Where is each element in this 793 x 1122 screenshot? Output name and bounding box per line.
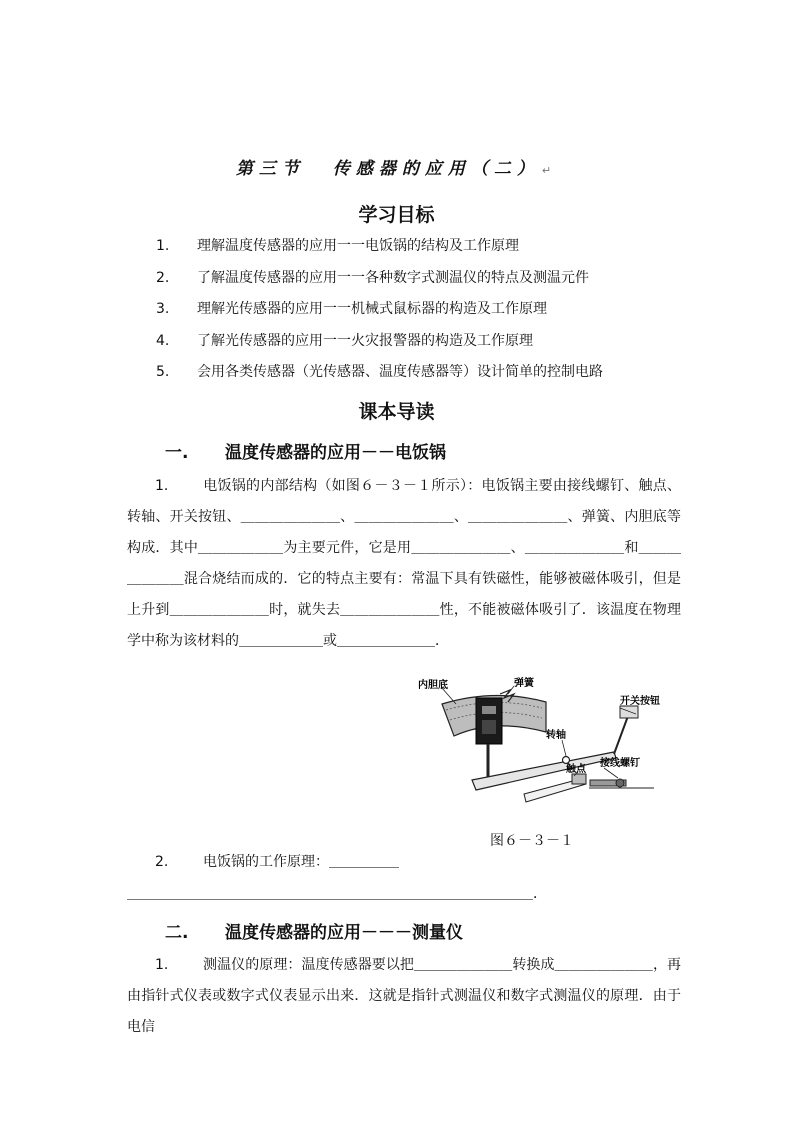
chapter-title bbox=[0, 154, 793, 179]
objectives-list bbox=[156, 236, 603, 394]
reading-heading: 课本导读 bbox=[358, 401, 435, 423]
label-bottom: 内胆底 bbox=[418, 680, 448, 691]
list-item: 1. 理解温度传感器的应用一一电饭锅的结构及工作原理 bbox=[156, 238, 519, 254]
label-contact: 触点 bbox=[566, 764, 586, 775]
rice-cooker-figure bbox=[414, 676, 672, 812]
rice-cooker-diagram bbox=[414, 676, 672, 812]
rice-cooker-principle-line: 2. 电饭锅的工作原理：＿＿＿＿＿ bbox=[155, 854, 399, 870]
section-heading-thermometer: 二. 温度传感器的应用－－－测量仪 bbox=[165, 923, 463, 943]
label-switch: 开关按钮 bbox=[620, 696, 660, 707]
label-shaft: 转轴 bbox=[546, 730, 566, 741]
label-spring: 弹簧 bbox=[514, 678, 534, 689]
thermometer-principle-paragraph: 1. 测温仪的原理：温度传感器要以把＿＿＿＿＿＿＿转换成＿＿＿＿＿＿＿，再由指针式仪表或数字式仪表显示出来．这就是指针式测温仪和数字式测温仪的原理．由于电信 bbox=[127, 957, 681, 1035]
objectives-heading: 学习目标 bbox=[358, 204, 435, 226]
figure-caption: 图６－３－１ bbox=[490, 833, 574, 849]
list-item: 3. 理解光传感器的应用一一机械式鼠标器的构造及工作原理 bbox=[156, 301, 547, 317]
chapter-number: 第三节 bbox=[235, 159, 305, 179]
rice-cooker-structure-paragraph: 1. 电饭锅的内部结构（如图６－３－１所示）：电饭锅主要由接线螺钉、触点、转轴、开关按钮、＿＿＿＿＿＿＿、＿＿＿＿＿＿＿、＿＿＿＿＿＿＿、弹簧、内胆底等构成．其中＿＿＿＿＿＿为主要元件，它是用＿＿＿＿＿＿＿、＿＿＿＿＿＿＿和＿＿＿＿＿＿＿混合烧结而成的．它的特点主要有：常温下具有铁磁性，能够被磁体吸引，但是上升到＿＿＿＿＿＿＿时，就失去＿＿＿＿＿＿＿性，不能被磁体吸引了．该温度在物理学中称为该材料的＿＿＿＿＿＿或＿＿＿＿＿＿＿． bbox=[127, 478, 681, 649]
paragraph-mark-icon: ↵ bbox=[541, 164, 558, 177]
chapter-name: 传感器的应用（二） bbox=[332, 159, 540, 179]
label-screw: 接线螺钉 bbox=[600, 758, 640, 769]
rice-cooker-principle-blank: ＿＿＿＿＿＿＿＿＿＿＿＿＿＿＿＿＿＿＿＿＿＿＿＿＿＿＿＿＿． bbox=[127, 886, 547, 902]
section-heading-rice-cooker: 一. 温度传感器的应用－－电饭锅 bbox=[165, 443, 446, 463]
list-item: 2. 了解温度传感器的应用一一各种数字式测温仪的特点及测温元件 bbox=[156, 269, 589, 286]
list-item: 5. 会用各类传感器（光传感器、温度传感器等）设计简单的控制电路 bbox=[156, 364, 603, 380]
list-item: 4. 了解光传感器的应用一一火灾报警器的构造及工作原理 bbox=[156, 332, 533, 349]
